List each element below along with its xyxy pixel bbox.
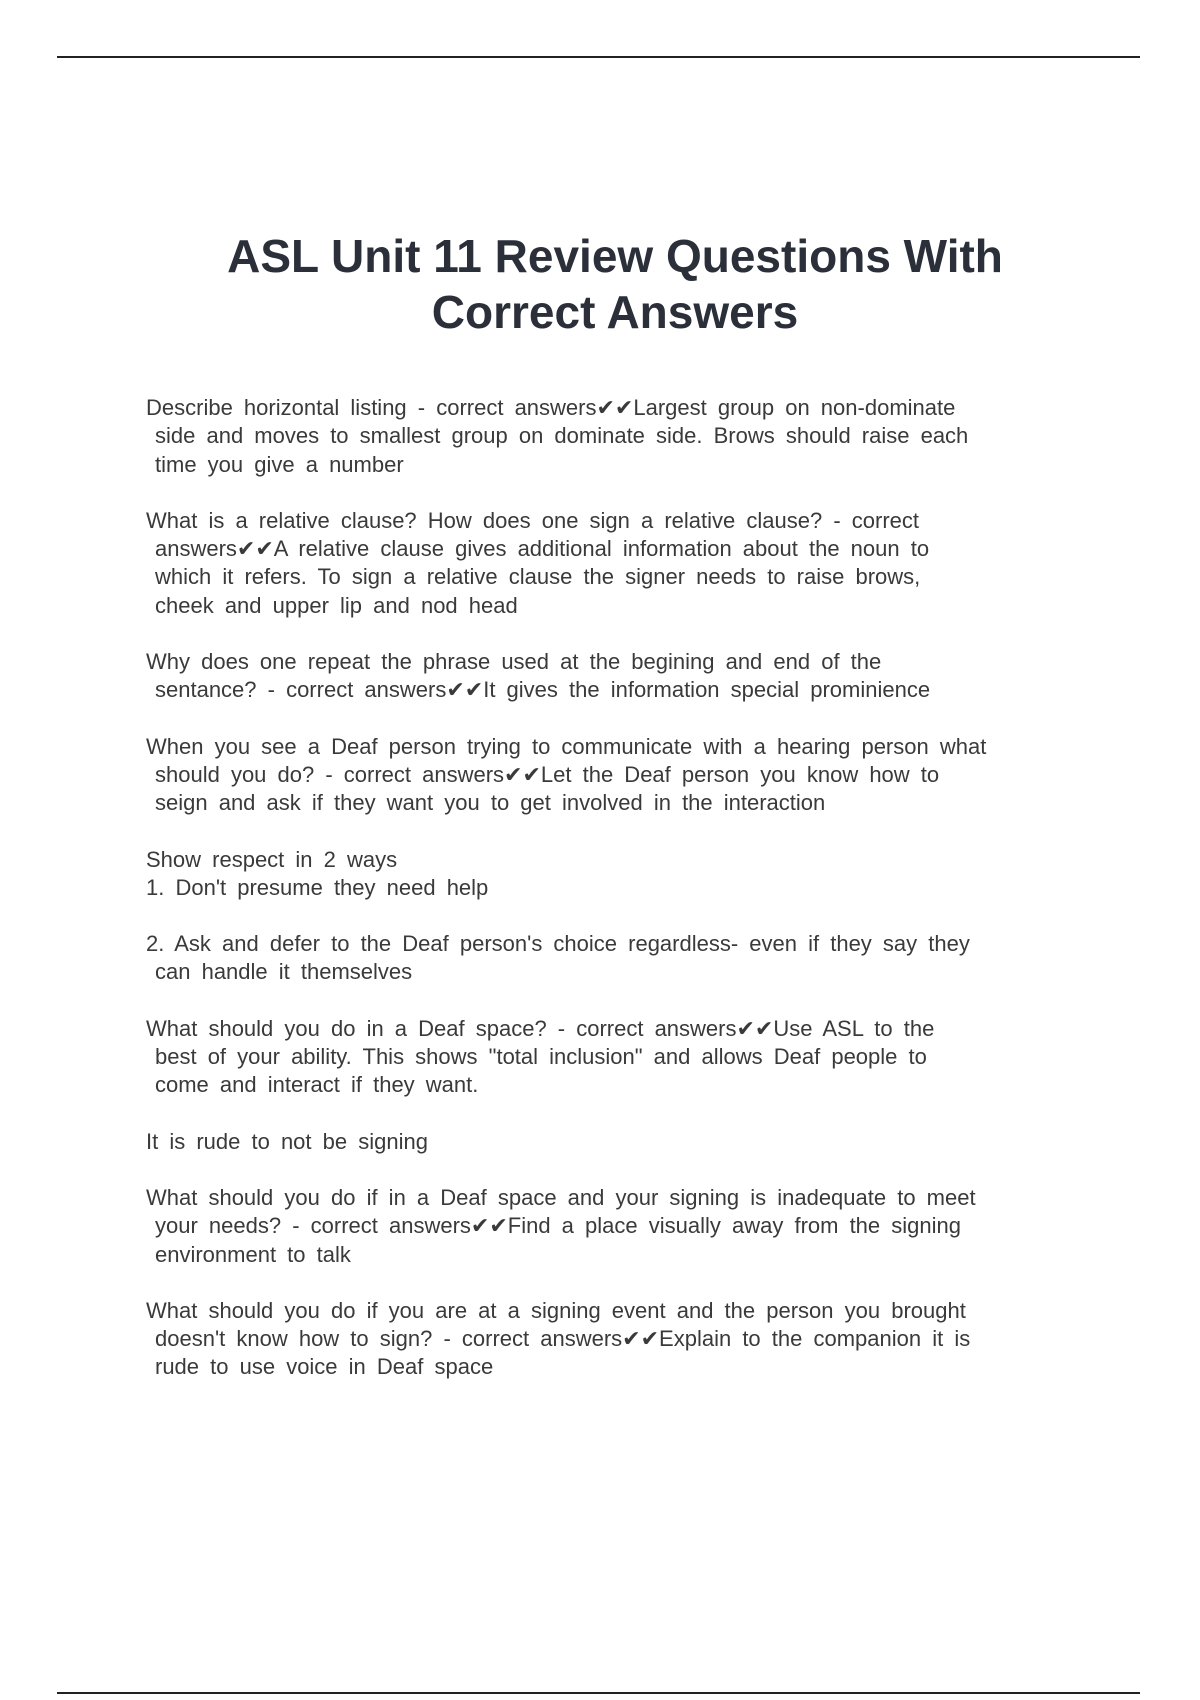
bottom-rule <box>57 1692 1140 1694</box>
paragraph-line: side and moves to smallest group on dominate side. Brows should raise each <box>155 423 969 449</box>
paragraph-line: environment to talk <box>155 1241 351 1267</box>
qa-paragraph <box>146 1015 1146 1100</box>
paragraph-line: sentance? - correct answers✔✔It gives the information special prominience <box>155 677 931 703</box>
qa-paragraph <box>146 1184 1146 1269</box>
qa-paragraph <box>146 733 1146 818</box>
paragraph-line: cheek and upper lip and nod head <box>155 592 518 618</box>
paragraph-line: 2. Ask and defer to the Deaf person's choice regardless- even if they say they <box>146 931 970 957</box>
paragraph-line: which it refers. To sign a relative clause the signer needs to raise brows, <box>155 564 921 590</box>
paragraph-line: Describe horizontal listing - correct answers✔✔Largest group on non-dominate <box>146 395 956 420</box>
paragraph-line: What should you do if you are at a signing event and the person you brought <box>146 1297 966 1323</box>
paragraph-line: come and interact if they want. <box>155 1072 479 1098</box>
paragraph-line: doesn't know how to sign? - correct answers✔✔Explain to the companion it is <box>155 1326 971 1352</box>
paragraph-line: best of your ability. This shows "total inclusion" and allows Deaf people to <box>155 1044 927 1070</box>
qa-paragraph <box>146 648 1146 705</box>
paragraph-line: What should you do in a Deaf space? - correct answers✔✔Use ASL to the <box>146 1015 935 1041</box>
title-line: Correct Answers <box>431 286 799 338</box>
paragraph-line: Show respect in 2 ways <box>146 846 398 872</box>
qa-paragraph <box>146 846 1146 874</box>
paragraph-line: can handle it themselves <box>155 959 413 985</box>
paragraph-line: What is a relative clause? How does one sign a relative clause? - correct <box>146 507 920 533</box>
paragraph-line: seign and ask if they want you to get involved in the interaction <box>155 790 826 816</box>
qa-paragraph <box>146 874 1146 902</box>
paragraph-line: rude to use voice in Deaf space <box>155 1354 494 1380</box>
paragraph-line: should you do? - correct answers✔✔Let the Deaf person you know how to <box>155 761 940 787</box>
paragraph-line: time you give a number <box>155 451 404 477</box>
qa-paragraph <box>146 394 1146 479</box>
title-line: ASL Unit 11 Review Questions With <box>227 230 1003 282</box>
qa-paragraph <box>146 507 1146 620</box>
page-title <box>0 228 1200 340</box>
paragraph-line: It is rude to not be signing <box>146 1128 428 1154</box>
top-rule <box>57 56 1140 58</box>
paragraph-line: 1. Don't presume they need help <box>146 874 489 900</box>
qa-paragraph <box>146 930 1146 987</box>
qa-paragraph <box>146 1128 1146 1156</box>
paragraph-line: Why does one repeat the phrase used at the begining and end of the <box>146 649 882 675</box>
paragraph-line: your needs? - correct answers✔✔Find a place visually away from the signing <box>155 1213 961 1239</box>
qa-paragraph <box>146 1297 1146 1382</box>
paragraph-line: What should you do if in a Deaf space and your signing is inadequate to meet <box>146 1184 976 1210</box>
document-body <box>146 394 1146 1410</box>
paragraph-line: answers✔✔A relative clause gives additional information about the noun to <box>155 536 930 562</box>
paragraph-line: When you see a Deaf person trying to communicate with a hearing person what <box>146 733 987 759</box>
